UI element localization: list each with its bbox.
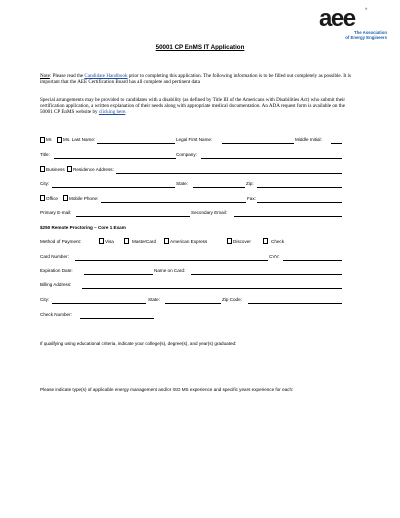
city-line[interactable]	[52, 187, 175, 188]
residence-checkbox[interactable]	[67, 166, 72, 172]
fax-line[interactable]	[257, 202, 342, 203]
billing-state-label: State:	[148, 297, 161, 302]
american-express-checkbox[interactable]	[164, 238, 169, 244]
company-label: Company:	[176, 152, 197, 157]
billing-city-line[interactable]	[52, 303, 146, 304]
ada-text-1: Special arrangements may be provided to candidates with a disability (as defined by Title III of the Americans with Disabilities Act) who submit their certification application, a written explanation of their needs along with appropriate medical documentation. An ADA request form is available on the 50001 CP EnMS website by	[40, 97, 346, 116]
secondary-email-line[interactable]	[234, 216, 342, 217]
primary-email-line[interactable]	[76, 216, 190, 217]
office-checkbox[interactable]	[40, 195, 45, 201]
note-text-1: : Please read the	[49, 73, 85, 79]
logo-line-2: of Energy Engineers	[345, 34, 387, 40]
experience-prompt: Please indicate type(s) of applicable energy management and/or ISO MS experience and specific years experience for each:	[40, 387, 294, 392]
company-line[interactable]	[201, 158, 342, 159]
visa-checkbox[interactable]	[99, 238, 104, 244]
billing-zip-line[interactable]	[248, 303, 342, 304]
business-checkbox[interactable]	[40, 166, 45, 172]
zip-line[interactable]	[257, 187, 342, 188]
note-prefix: Note	[40, 73, 50, 79]
ms-last-name-label: Ms. Last Name:	[63, 137, 96, 142]
state-line[interactable]	[193, 187, 245, 188]
registered-mark: ®	[365, 7, 368, 11]
expiration-date-line[interactable]	[84, 274, 153, 275]
middle-initial-line[interactable]	[331, 143, 342, 144]
expiration-date-label: Expiration Date:	[40, 268, 73, 273]
check-number-label: Check Number:	[40, 312, 72, 317]
middle-initial-label: Middle Initial:	[295, 137, 322, 142]
cvv-label: CVV:	[269, 254, 280, 259]
mobile-checkbox[interactable]	[63, 195, 68, 201]
secondary-email-label: Secondary Email:	[191, 210, 228, 215]
name-on-card-line[interactable]	[191, 274, 342, 275]
check-label: Check	[271, 239, 285, 244]
card-number-line[interactable]	[75, 260, 268, 261]
aee-logo: aee	[319, 5, 355, 32]
ada-clicking-here-link[interactable]: clicking here	[98, 109, 126, 116]
ada-paragraph	[40, 97, 358, 116]
discover-checkbox[interactable]	[227, 238, 232, 244]
billing-address-line[interactable]	[82, 288, 342, 289]
billing-zip-label: Zip Code:	[222, 297, 242, 302]
ada-text-2: .	[125, 109, 127, 116]
billing-address-label: Billing Address:	[40, 282, 72, 287]
legal-first-name-label: Legal First Name:	[176, 137, 213, 142]
note-paragraph	[40, 73, 358, 85]
residence-address-label: Residence Address:	[73, 167, 114, 172]
billing-state-line[interactable]	[165, 303, 221, 304]
check-checkbox[interactable]	[263, 238, 268, 244]
fax-label: Fax:	[247, 196, 256, 201]
ms-checkbox[interactable]	[57, 137, 62, 143]
name-on-card-label: Name on Card:	[154, 268, 186, 273]
title-label: Title:	[40, 152, 50, 157]
state-label: State:	[176, 181, 189, 186]
title-line[interactable]	[54, 158, 176, 159]
address-line[interactable]	[116, 173, 342, 174]
check-number-line[interactable]	[80, 318, 154, 319]
page-title: 50001 CP EnMS IT Application	[155, 44, 245, 51]
city-label: City:	[40, 181, 50, 186]
exam-heading: $250 Remote Proctoring – Core 1 Exam	[40, 225, 126, 230]
last-name-line[interactable]	[97, 143, 175, 144]
cvv-line[interactable]	[283, 260, 342, 261]
method-of-payment-label: Method of Payment:	[40, 239, 82, 244]
first-name-line[interactable]	[222, 143, 294, 144]
visa-label: Visa	[105, 239, 114, 244]
billing-city-label: City:	[40, 297, 50, 302]
aee-logo-tagline	[327, 31, 387, 41]
note-text-2: prior to completing this application. The following information is to be filled out completely as possible. It is important that the AEE Certification Board has all complete and pertinent data	[40, 73, 352, 86]
phone-line[interactable]	[101, 202, 246, 203]
office-label: Office	[46, 196, 58, 201]
discover-label: Discover	[233, 239, 251, 244]
primary-email-label: Primary E-mail:	[40, 210, 72, 215]
mobile-phone-label: Mobile Phone:	[69, 196, 99, 201]
mr-label: Mr.	[46, 137, 53, 142]
business-label: Business	[46, 167, 65, 172]
zip-label: Zip:	[246, 181, 254, 186]
card-number-label: Card Number:	[40, 254, 69, 259]
mastercard-checkbox[interactable]	[124, 238, 129, 244]
education-prompt: If qualifying using educational criteria, indicate your college(s), degree(s), and year(s) graduated:	[40, 341, 237, 346]
american-express-label: American Express	[170, 239, 208, 244]
mr-checkbox[interactable]	[40, 137, 45, 143]
candidate-handbook-link[interactable]: Candidate Handbook	[84, 73, 128, 79]
logo-line-1: The Association	[353, 30, 387, 35]
mastercard-label: MasterCard	[132, 239, 156, 244]
